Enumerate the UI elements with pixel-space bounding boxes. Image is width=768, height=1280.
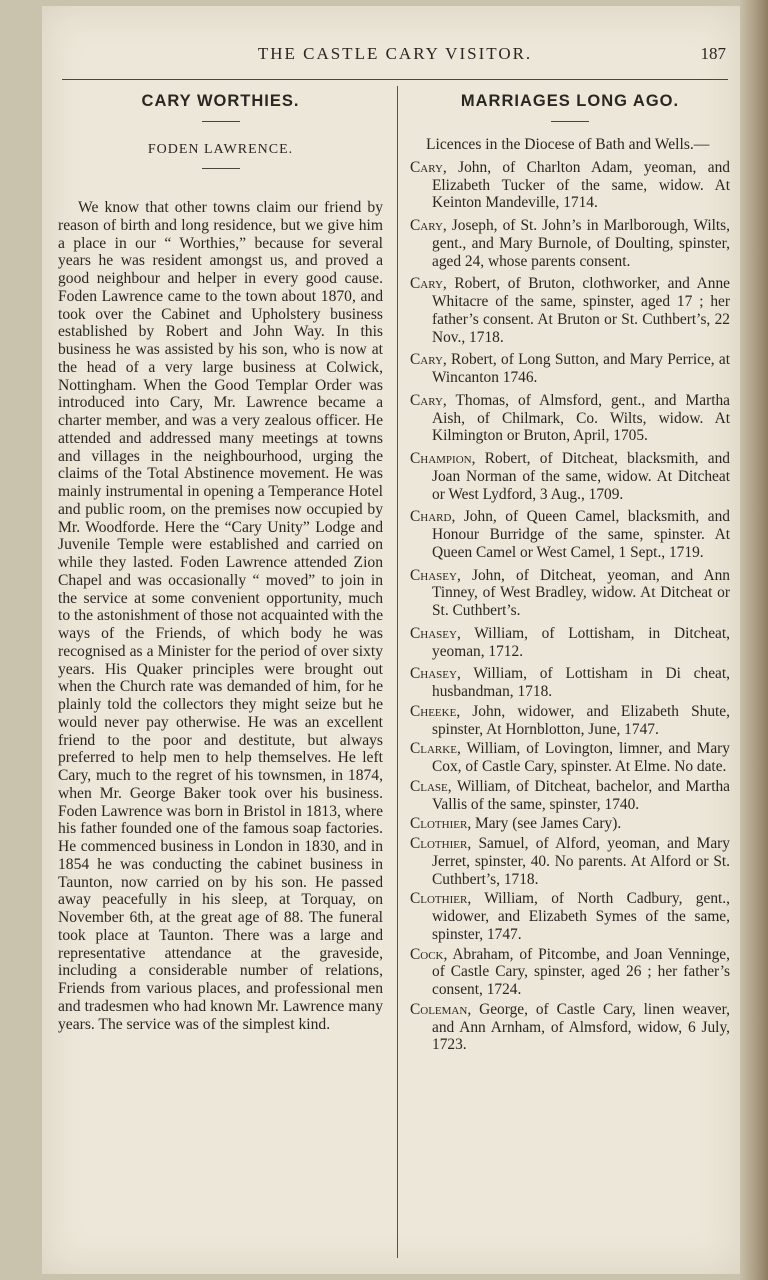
marriage-entries — [410, 159, 730, 1054]
subheading-rule — [202, 168, 240, 169]
marriage-entry — [410, 351, 730, 387]
marriage-entry — [410, 508, 730, 561]
entry-surname: Cary — [410, 275, 443, 293]
marriage-entry — [410, 946, 730, 999]
section-intro: Licences in the Diocese of Bath and Wells.— — [426, 136, 710, 153]
entry-text: , Abraham, of Pitcombe, and Joan Venninge, of Castle Cary, spinster, aged 26 ; her father’s consent, 1724. — [432, 945, 730, 998]
section-heading-rule — [551, 121, 589, 122]
marriage-entry — [410, 1001, 730, 1054]
entry-surname: Clothier — [410, 835, 468, 852]
entry-text: , Robert, of Bruton, clothworker, and Anne Whitacre of the same, spinster, aged 17 ; her father’s consent. At Bruton or St. Cuthbert’s, 22 Nov., 1718. — [432, 275, 730, 346]
entry-surname: Cock — [410, 945, 444, 963]
marriage-entry — [410, 815, 730, 833]
marriage-entry — [410, 625, 730, 661]
entry-text: , George, of Castle Cary, linen weaver, and Ann Arnham, of Almsford, widow, 6 July, 1723. — [432, 1000, 730, 1054]
entry-text: , William, of Lottisham, in Ditcheat, yeoman, 1712. — [432, 624, 730, 660]
entry-text: , Robert, of Ditcheat, blacksmith, and Joan Norman of the same, widow. At Ditcheat or West Lydford, 3 Aug., 1709. — [432, 450, 730, 503]
entry-surname: Clarke — [410, 740, 457, 758]
marriage-entry — [410, 740, 730, 776]
page-number: 187 — [700, 44, 726, 63]
right-column — [410, 92, 730, 1056]
entry-surname: Chasey — [410, 624, 457, 642]
entry-surname: Clothier — [410, 890, 468, 908]
entry-surname: Cary — [410, 158, 443, 176]
entry-text: , Joseph, of St. John’s in Marlborough, Wilts, gent., and Mary Burnole, of Doulting, spinster, aged 24, whose parents consent. — [432, 217, 730, 270]
article-body: We know that other towns claim our friend by reason of birth and long residence, but we give him a place in our “ Worthies,” because for several years he was resident amongst us, and proved a good neighbour and helper in every good cause. Foden Lawrence came to the town about 1870, and took over the Cabinet and Upholstery business established by Robert and John Way. In this business he was assisted by his son, who is now at the head of a very large business at Colwick, Nottingham. When the Good Templar Order was introduced into Cary, Mr. Lawrence became a charter member, and was a very zealous officer. He attended and addressed many meetings at towns and villages in the neighbourhood, urging the claims of the Total Abstinence movement. He was mainly instrumental in opening a Temperance Hotel and public room, on the premises now occupied by Mr. Woodforde. Here the “Cary Unity” Lodge and Juvenile Temple were established and carried on while they lasted. Foden Lawrence attended Zion Chapel and was occasionally “ moved” to join in the service at some convenient opportunity, much to the astonishment of those not acquainted with the ways of the Friends, of which body he was recognised as a Minister for the period of over sixty years. His Quaker principles were brought out when the Church rate was demanded of him, for he plainly told the collectors they might seize but he would never pay otherwise. He was an excellent friend to the poor and destitute, but always preferred to help men to help themselves. He left Cary, much to the regret of his townsmen, in 1874, when Mr. George Baker took over his business. Foden Lawrence was born in Bristol in 1813, where his father founded one of the famous soap factories. He commenced business in London in 1830, and in 1854 he was conducting the cabinet business in Taunton, now carried on by his son. He passed away peacefully in his sleep, at Torquay, on November 6th, at the great age of 88. The funeral took place at Taunton. There was a large and representative attendance at the graveside, including a considerable number of relations, Friends from various places, and professional men and tradesmen who had known Mr. Lawrence many years. The service was of the simplest kind. — [58, 199, 383, 1033]
entry-surname: Cheeke — [410, 702, 457, 720]
marriage-entry — [410, 217, 730, 270]
marriage-entry — [410, 450, 730, 503]
section-heading: MARRIAGES LONG AGO. — [460, 92, 680, 110]
entry-text: , Mary (see James Cary). — [467, 815, 622, 833]
entry-text: , Robert, of Long Sutton, and Mary Perrice, at Wincanton 1746. — [432, 351, 730, 386]
entry-surname: Clothier — [410, 815, 468, 833]
marriage-entry — [410, 703, 730, 739]
article-heading: CARY WORTHIES. — [141, 92, 300, 110]
article-subheading: FODEN LAWRENCE. — [147, 142, 294, 157]
entry-text: , William, of North Cadbury, gent., widower, and Elizabeth Symes of the same, spinster, 1747. — [432, 890, 730, 943]
heading-rule — [202, 121, 240, 122]
entry-surname: Cary — [410, 217, 443, 234]
entry-text: , John, of Queen Camel, blacksmith, and Honour Burridge of the same, spinster. At Queen Camel or West Camel, 1 Sept., 1719. — [432, 508, 730, 561]
marriage-entry — [410, 665, 730, 701]
marriage-entry — [410, 778, 730, 814]
marriage-entry — [410, 835, 730, 888]
entry-text: , Samuel, of Alford, yeoman, and Mary Jerret, spinster, 40. No parents. At Alford or St. Cuthbert’s, 1718. — [432, 835, 730, 888]
page-edge — [740, 0, 768, 1280]
marriage-entry — [410, 567, 730, 620]
marriage-entry — [410, 159, 730, 212]
entry-text: , William, of Lovington, limner, and Mary Cox, of Castle Cary, spinster. At Elme. No date. — [432, 740, 730, 775]
column-divider — [397, 86, 398, 1258]
entry-surname: Cary — [410, 351, 443, 369]
entry-surname: Chasey — [410, 566, 457, 584]
entry-text: , Thomas, of Almsford, gent., and Martha Aish, of Chilmark, Co. Wilts, widow. At Kilmington or Bruton, April, 1705. — [432, 391, 730, 445]
marriage-entry — [410, 275, 730, 346]
entry-surname: Chasey — [410, 665, 457, 683]
marriage-entry — [410, 890, 730, 943]
entry-surname: Cary — [410, 391, 443, 409]
left-column — [58, 92, 383, 1033]
header-rule — [62, 79, 728, 80]
entry-text: , John, of Charlton Adam, yeoman, and Elizabeth Tucker of the same, widow. At Keinton Mandeville, 1714. — [432, 158, 730, 212]
entry-surname: Clase — [410, 777, 448, 795]
entry-text: , William, of Lottisham in Di cheat, husbandman, 1718. — [432, 665, 730, 700]
entry-text: , William, of Ditcheat, bachelor, and Martha Vallis of the same, spinster, 1740. — [432, 777, 730, 813]
running-head — [62, 44, 728, 64]
entry-text: , John, widower, and Elizabeth Shute, spinster, At Hornblotton, June, 1747. — [432, 702, 730, 738]
entry-surname: Champion — [410, 450, 472, 467]
marriage-entry — [410, 392, 730, 445]
entry-text: , John, of Ditcheat, yeoman, and Ann Tinney, of West Bradley, widow. At Ditcheat or St. Cuthbert’s. — [432, 566, 730, 619]
publication-title: THE CASTLE CARY VISITOR. — [257, 44, 533, 63]
entry-surname: Coleman — [410, 1000, 468, 1018]
entry-surname: Chard — [410, 508, 452, 526]
